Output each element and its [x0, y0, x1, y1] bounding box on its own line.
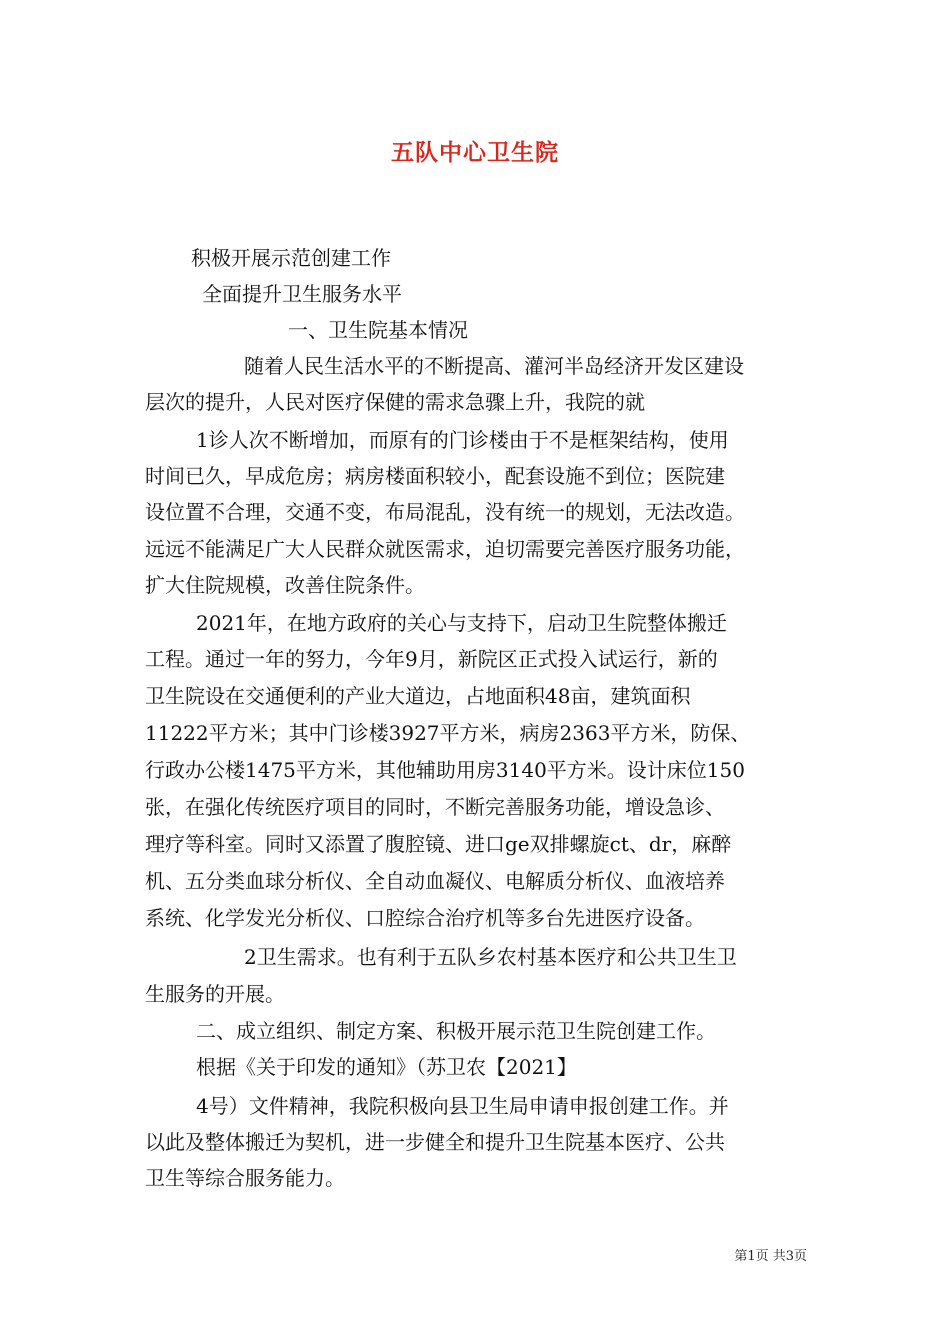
text-line: 积极开展示范创建工作 [191, 246, 391, 270]
text-line: 卫生院设在交通便利的产业大道边，占地面积48亩，建筑面积 [145, 684, 691, 708]
text-line: 远远不能满足广大人民群众就医需求，迫切需要完善医疗服务功能， [145, 537, 745, 561]
page-number: 第1页 共3页 [734, 1249, 807, 1264]
text-line: 行政办公楼1475平方米，其他辅助用房3140平方米。设计床位150 [145, 758, 745, 782]
text-line: 4号）文件精神，我院积极向县卫生局申请申报创建工作。并 [196, 1094, 729, 1118]
text-line: 以此及整体搬迁为契机，进一步健全和提升卫生院基本医疗、公共 [145, 1130, 725, 1154]
text-line: 设位置不合理，交通不变，布局混乱，没有统一的规划，无法改造。 [145, 500, 745, 524]
text-line: 2卫生需求。也有利于五队乡农村基本医疗和公共卫生卫 [244, 945, 737, 969]
text-line: 时间已久，早成危房；病房楼面积较小，配套设施不到位；医院建 [145, 464, 725, 488]
text-line: 卫生等综合服务能力。 [145, 1166, 345, 1190]
text-line: 张，在强化传统医疗项目的同时，不断完善服务功能，增设急诊、 [145, 795, 725, 819]
text-line: 理疗等科室。同时又添置了腹腔镜、进口ge双排螺旋ct、dr，麻醉 [145, 832, 732, 856]
text-line: 随着人民生活水平的不断提高、灌河半岛经济开发区建设 [244, 354, 744, 378]
text-line: 机、五分类血球分析仪、全自动血凝仪、电解质分析仪、血液培养 [145, 869, 725, 893]
section-heading: 二、成立组织、制定方案、积极开展示范卫生院创建工作。 [196, 1019, 716, 1043]
text-line: 根据《关于印发的通知》（苏卫农【2021】 [196, 1055, 577, 1079]
text-line: 工程。通过一年的努力，今年9月，新院区正式投入试运行，新的 [145, 647, 718, 671]
text-line: 1诊人次不断增加，而原有的门诊楼由于不是框架结构，使用 [196, 428, 729, 452]
section-heading: 一、卫生院基本情况 [288, 318, 468, 342]
text-line: 系统、化学发光分析仪、口腔综合治疗机等多台先进医疗设备。 [145, 906, 705, 930]
text-line: 11222平方米；其中门诊楼3927平方米，病房2363平方米，防保、 [145, 721, 751, 745]
text-line: 扩大住院规模，改善住院条件。 [145, 573, 425, 597]
text-line: 2021年，在地方政府的关心与支持下，启动卫生院整体搬迁 [196, 611, 727, 635]
text-line: 生服务的开展。 [145, 982, 285, 1006]
document-title: 五队中心卫生院 [391, 139, 559, 166]
text-line: 全面提升卫生服务水平 [202, 282, 402, 306]
text-line: 层次的提升，人民对医疗保健的需求急骤上升，我院的就 [145, 390, 645, 414]
